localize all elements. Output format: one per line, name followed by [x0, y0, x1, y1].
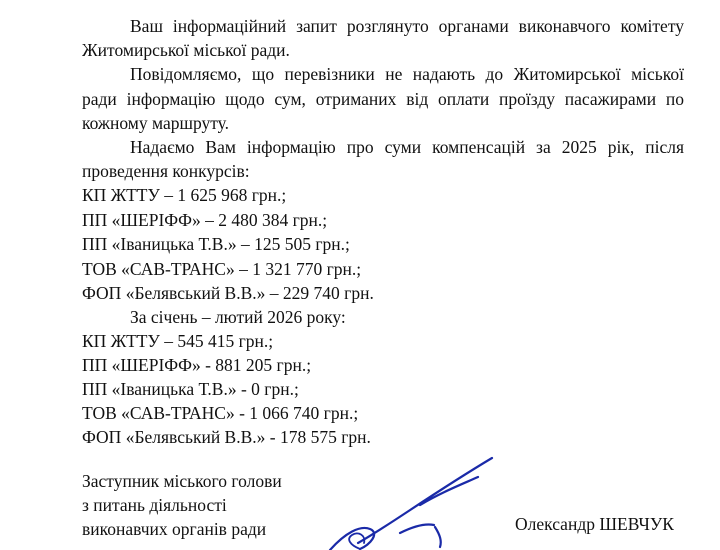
list-item: ТОВ «САВ-ТРАНС» - 1 066 740 грн.; — [82, 403, 359, 423]
handwritten-signature — [300, 455, 500, 550]
position-line-1: Заступник міського голови — [82, 471, 282, 491]
paragraph-2-line-3: кожному маршруту. — [82, 113, 230, 133]
list-item: ПП «Іваницька Т.В.» - 0 грн.; — [82, 379, 299, 399]
paragraph-1-line-2: Житомирської міської ради. — [82, 40, 290, 60]
position-line-2: з питань діяльності — [82, 495, 227, 515]
list-item: ФОП «Белявський В.В.» - 178 575 грн. — [82, 427, 371, 447]
list-item: КП ЖТТУ – 1 625 968 грн.; — [82, 185, 287, 205]
paragraph-1-line-1: Ваш інформаційний запит розглянуто органами виконавчого комітету — [130, 16, 684, 36]
position-line-3: виконавчих органів ради — [82, 519, 267, 539]
list-item: ПП «ШЕРІФФ» - 881 205 грн.; — [82, 355, 312, 375]
period-2026-heading: За січень – лютий 2026 року: — [130, 307, 346, 327]
list-item: ТОВ «САВ-ТРАНС» – 1 321 770 грн.; — [82, 259, 362, 279]
signer-name: Олександр ШЕВЧУК — [515, 514, 674, 534]
list-item: КП ЖТТУ – 545 415 грн.; — [82, 331, 274, 351]
paragraph-2-line-2: ради інформацію щодо сум, отриманих від оплати проїзду пасажирами по — [82, 89, 684, 109]
paragraph-3-line-1: Надаємо Вам інформацію про суми компенсацій за 2025 рік, після — [130, 137, 684, 157]
list-item: ФОП «Белявський В.В.» – 229 740 грн. — [82, 283, 374, 303]
paragraph-3-line-2: проведення конкурсів: — [82, 161, 250, 181]
paragraph-2-line-1: Повідомляємо, що перевізники не надають до Житомирської міської — [130, 64, 684, 84]
list-item: ПП «ШЕРІФФ» – 2 480 384 грн.; — [82, 210, 328, 230]
list-item: ПП «Іваницька Т.В.» – 125 505 грн.; — [82, 234, 350, 254]
